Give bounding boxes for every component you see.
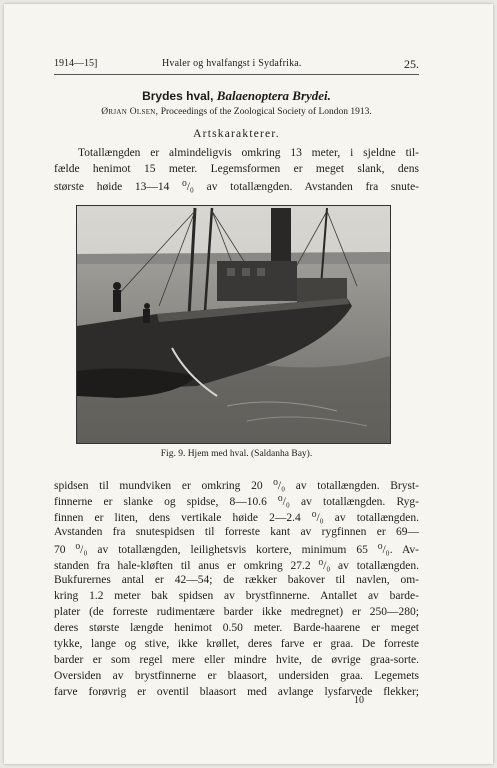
text-line: fælde henimot 15 meter. Legemsformen er meget slank, dens xyxy=(54,163,419,175)
text-line: Bukfurernes antal er 42—54; de rækker bakover til navlen, om- xyxy=(54,574,419,586)
header-title: Hvaler og hvalfangst i Sydafrika. xyxy=(162,58,302,69)
title-prefix: Brydes hval, xyxy=(142,89,217,103)
article-title xyxy=(54,88,419,104)
signature-number: 10 xyxy=(354,695,364,706)
figure-caption: Fig. 9. Hjem med hval. (Saldanha Bay). xyxy=(160,449,313,459)
text-line: tykke, lange og stive, ikke krøllet, deres farve er graa. De forreste xyxy=(54,638,419,650)
text-line: Totallængden er almindeligvis omkring 13 meter, i sjeldne til- xyxy=(78,147,419,159)
book-page xyxy=(4,4,493,764)
photo-illustration xyxy=(77,206,390,443)
header-volume: 1914—15] xyxy=(54,58,98,69)
text-line: kring 1.2 meter bak spidsen av brystfinnerne. Antallet av barde- xyxy=(54,590,419,602)
text-line: største høide 13—14 ⁰/₀ av totallængden. Avstanden fra snute- xyxy=(54,181,419,193)
text-line: spidsen til mundviken er omkring 20 ⁰/₀ av totallængden. Bryst- xyxy=(54,480,419,492)
text-line: finnerne er slanke og spidse, 8—10.6 ⁰/₀ av totallængden. Ryg- xyxy=(54,496,419,508)
text-line: deres største længde henimot 0.50 meter. Barde-haarene er meget xyxy=(54,622,419,634)
whaling-ship-photo xyxy=(76,205,391,444)
title-species: Balaenoptera Brydei. xyxy=(216,88,331,103)
reference-line xyxy=(54,107,419,117)
text-line: standen fra hale-kløften til anus er omkring 27.2 ⁰/₀ av totallængden. xyxy=(54,560,419,572)
text-line: 70 ⁰/₀ av totallængden, leilighetsvis kortere, minimum 65 ⁰/₀. Av- xyxy=(54,544,419,556)
paragraph-top xyxy=(54,147,419,197)
header-page-number: 25. xyxy=(404,57,419,71)
reference-author: Ørjan Olsen, xyxy=(101,107,159,117)
running-header xyxy=(54,54,419,75)
text-line: plater (de forreste rudimentære barder ikke medregnet) er 250—280; xyxy=(54,606,419,618)
text-line: Oversiden av brystfinnerne er blaasort, undersiden graa. Legemets xyxy=(54,670,419,682)
reference-source: Proceedings of the Zoological Society of London 1913. xyxy=(158,107,372,117)
text-line: Avstanden fra snutespidsen til forreste kant av rygfinnen er 69— xyxy=(54,526,419,538)
paragraph-bottom xyxy=(54,478,419,708)
text-line: farve forøvrig er oventil blaasort med avlange lysfarvede flekker; xyxy=(54,686,419,698)
section-heading: Artskarakterer. xyxy=(193,128,280,140)
text-line: finnen er liten, dens vertikale høide 2—2.4 ⁰/₀ av totallængden. xyxy=(54,512,419,524)
text-line: barder er som regel mere eller mindre hvite, de øvrige graa-sorte. xyxy=(54,654,419,666)
